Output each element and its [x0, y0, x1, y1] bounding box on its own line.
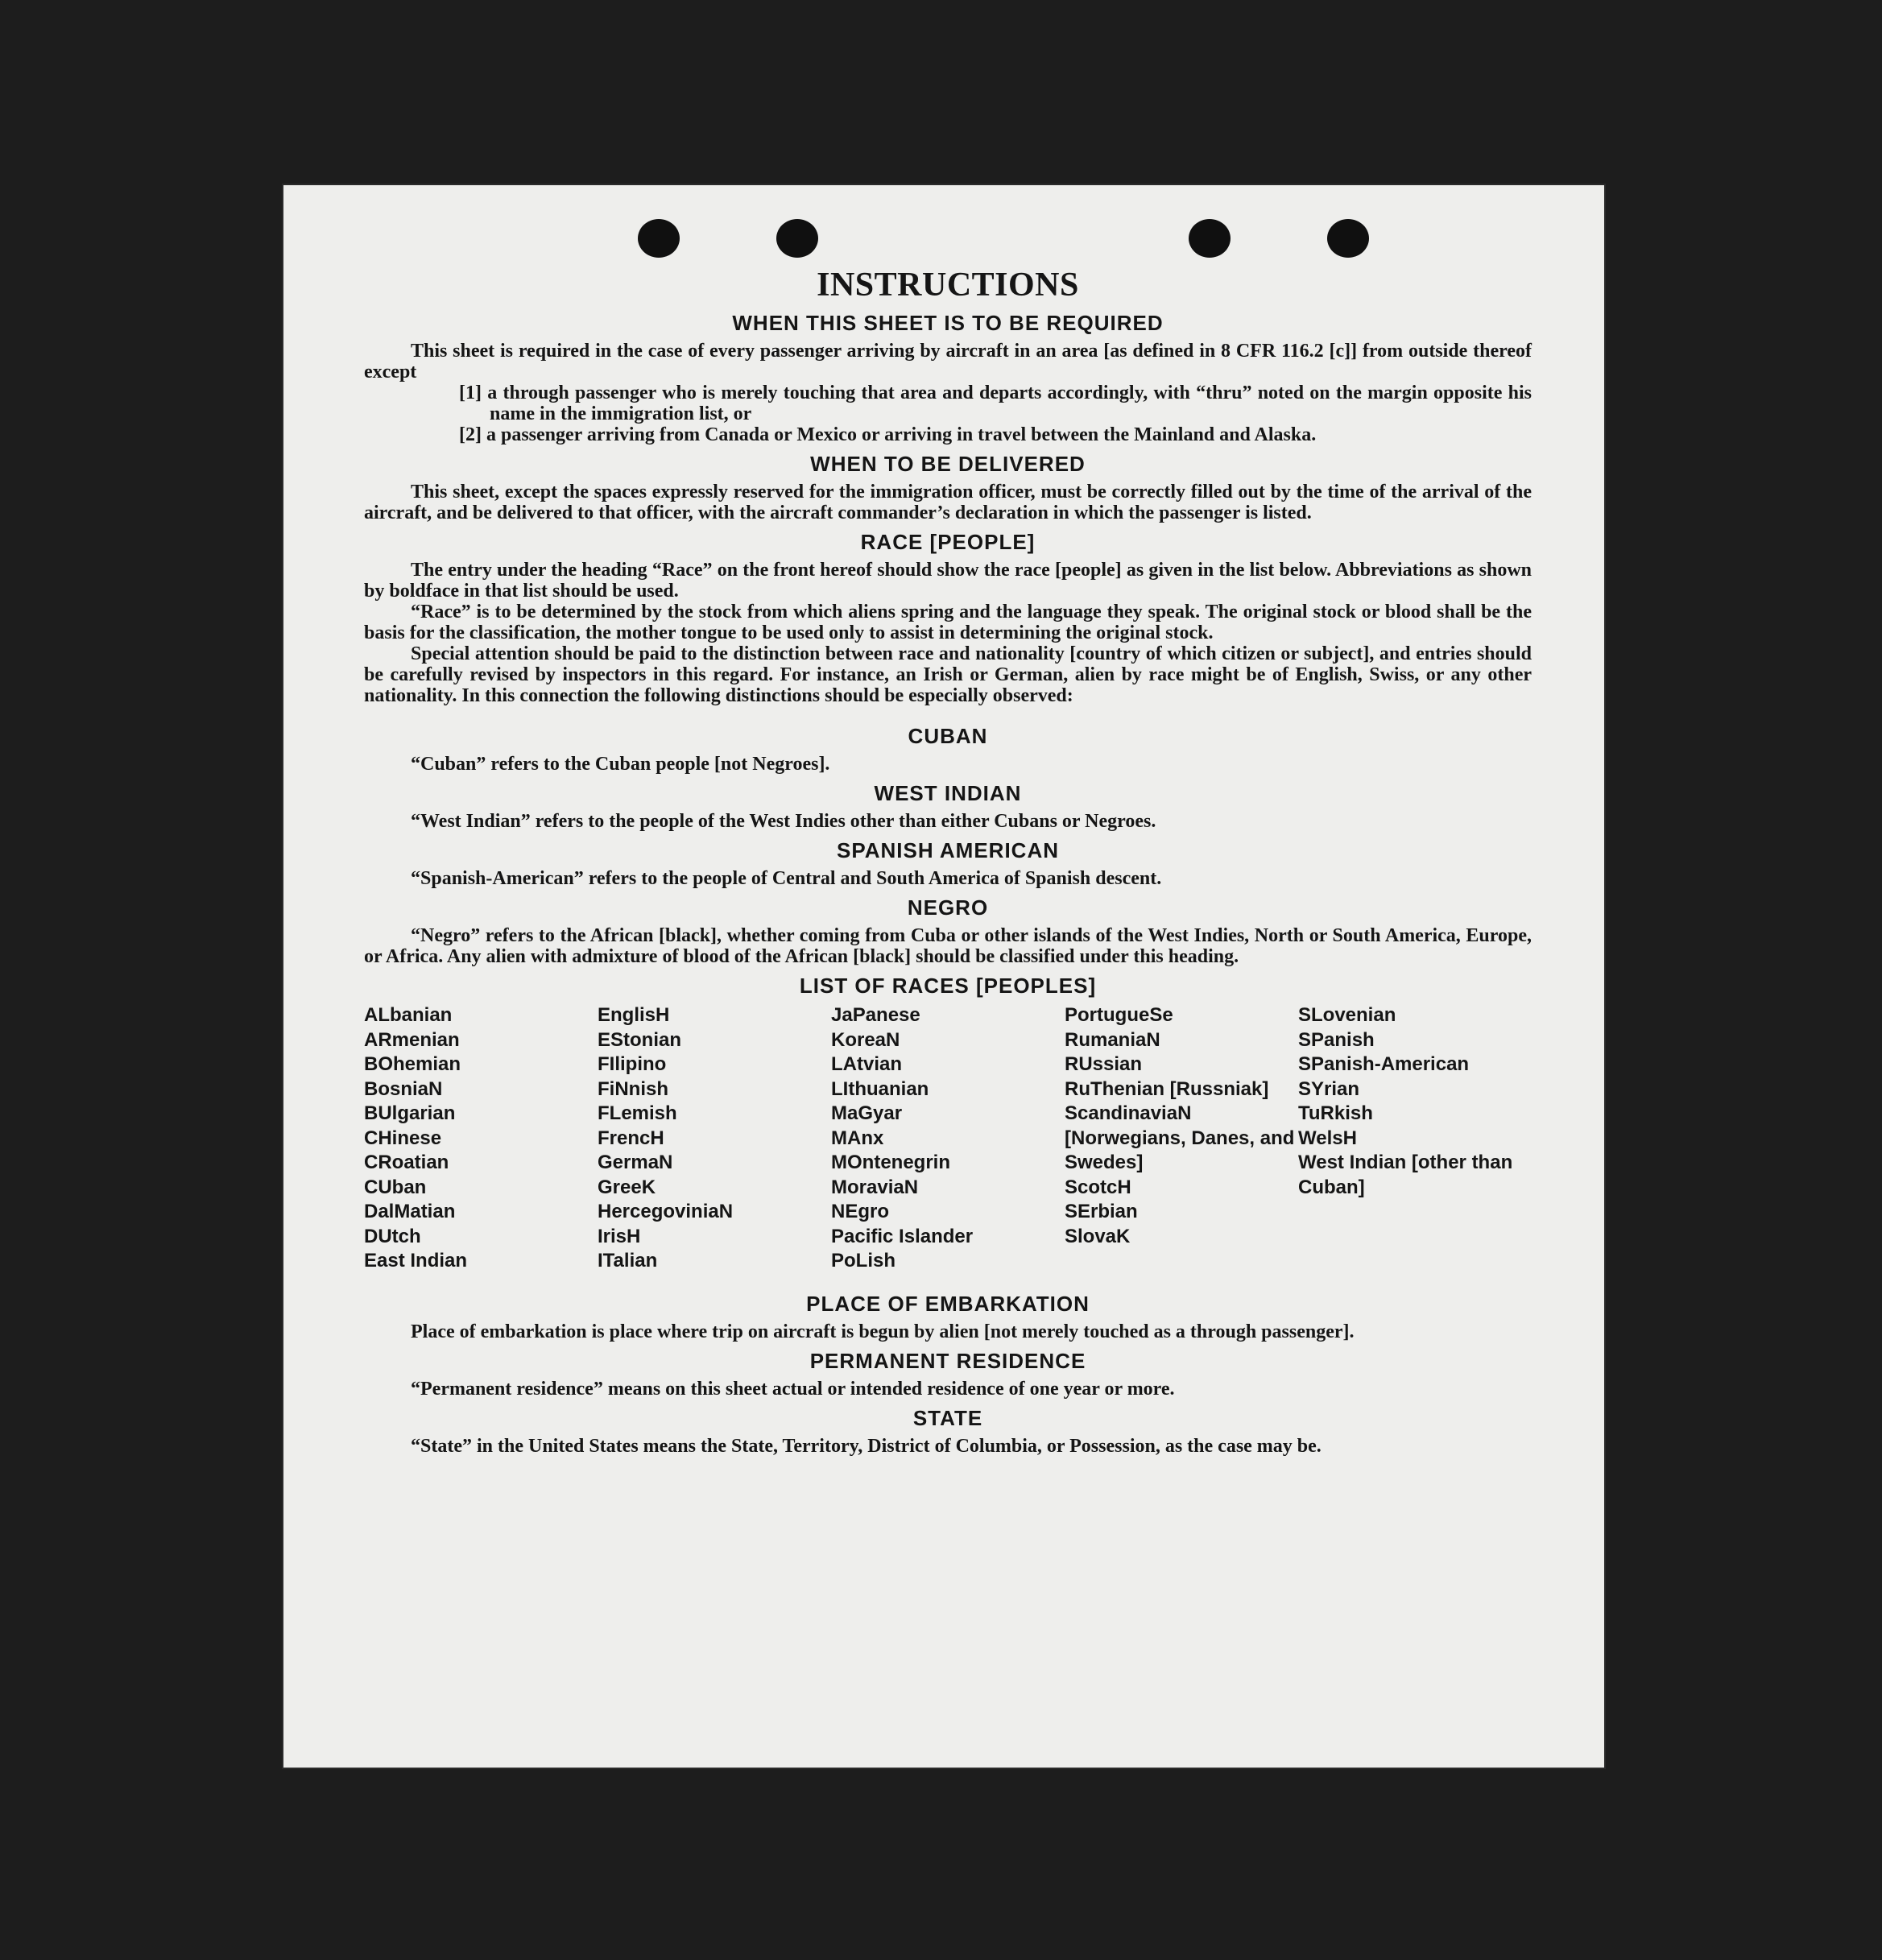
- punch-hole-1: [638, 219, 680, 258]
- race-entry: SErbian: [1065, 1201, 1138, 1222]
- heading-when-required: WHEN THIS SHEET IS TO BE REQUIRED: [732, 311, 1164, 335]
- west-indian-text: “West Indian” refers to the people of the West Indies other than either Cubans or Negroes.: [411, 811, 1156, 832]
- race-entry: MaGyar: [831, 1102, 903, 1124]
- race-entry: FrencH: [598, 1127, 664, 1149]
- heading-spanish-american: SPANISH AMERICAN: [836, 838, 1059, 862]
- race-entry: KoreaN: [831, 1028, 900, 1051]
- when-required-intro: This sheet is required in the case of every passenger arriving by aircraft in an area [as defined in 8 CFR 116.2 [c]] from outside thereof except: [364, 341, 1532, 382]
- negro-text: “Negro” refers to the African [black], whether coming from Cuba or other islands of the West Indies, North or South America, Europe, or Africa. Any alien with admixture of blood of the African [black] should be classified under this heading.: [364, 925, 1532, 967]
- race-entry: FLemish: [598, 1102, 677, 1124]
- punch-hole-4: [1327, 219, 1369, 258]
- race-paragraph: The entry under the heading “Race” on the front hereof should show the race [people] as given in the list below. Abbreviations as shown by boldface in that list should be used.: [364, 560, 1532, 602]
- race-entry: HercegoviniaN: [598, 1201, 734, 1222]
- race-entry: SYrian: [1298, 1077, 1360, 1100]
- race-entry: TuRkish: [1298, 1102, 1373, 1124]
- exception-item: [2] a passenger arriving from Canada or Mexico or arriving in travel between the Mainland and Alaska.: [459, 424, 1317, 445]
- race-entry: FiNnish: [598, 1077, 668, 1100]
- race-entry: RUssian: [1065, 1053, 1143, 1075]
- race-entry: GreeK: [598, 1176, 656, 1198]
- race-entry: SPanish: [1298, 1028, 1375, 1051]
- race-entry: JaPanese: [831, 1004, 920, 1026]
- race-entry: PortugueSe: [1065, 1004, 1173, 1026]
- race-column: [364, 1003, 598, 1274]
- spanish-american-text: “Spanish-American” refers to the people of Central and South America of Spanish descent.: [411, 868, 1162, 889]
- race-entry: ITalian: [598, 1250, 658, 1272]
- race-entry: RumaniaN: [1065, 1028, 1160, 1051]
- exception-list: [459, 382, 1532, 445]
- instruction-sheet: [283, 185, 1604, 1768]
- when-delivered-text: This sheet, except the spaces expressly reserved for the immigration officer, must be correctly filled out by the time of the arrival of the aircraft, and be delivered to that officer, with the aircraft commander’s declaration in which the passenger is listed.: [364, 482, 1532, 523]
- race-entry: SlovaK: [1065, 1225, 1131, 1247]
- race-entry: CHinese: [364, 1127, 442, 1149]
- race-entry: MOntenegrin: [831, 1152, 950, 1173]
- race-entry: MoraviaN: [831, 1176, 919, 1198]
- race-column: [1298, 1003, 1532, 1274]
- race-column: [598, 1003, 831, 1274]
- race-entry: GermaN: [598, 1152, 673, 1173]
- punch-hole-3: [1189, 219, 1231, 258]
- race-entry: LAtvian: [831, 1053, 903, 1075]
- race-entry: BOhemian: [364, 1053, 461, 1075]
- race-entry: East Indian: [364, 1250, 468, 1272]
- heading-state: STATE: [912, 1405, 983, 1430]
- race-entry: RuThenian [Russniak]: [1065, 1077, 1269, 1100]
- state-text: “State” in the United States means the State, Territory, District of Columbia, or Possession, as the case may be.: [411, 1435, 1322, 1457]
- race-entry: SPanish-American: [1298, 1053, 1470, 1075]
- embarkation-text: Place of embarkation is place where trip on aircraft is begun by alien [not merely touched as a through passenger].: [411, 1321, 1355, 1342]
- race-entry: FIlipino: [598, 1053, 667, 1075]
- race-entry: ScandinaviaN [Norwegians, Danes, and Swedes]: [1065, 1102, 1295, 1173]
- race-paragraph: Special attention should be paid to the distinction between race and nationality [country of which citizen or subject], and entries should be carefully revised by inspectors in this regard. For instance, an Irish or German, alien by race might be of English, Swiss, or any other nationality. In this connection the following distinctions should be especially observed:: [364, 643, 1532, 706]
- heading-list-of-races: LIST OF RACES [PEOPLES]: [799, 974, 1097, 998]
- residence-text: “Permanent residence” means on this sheet actual or intended residence of one year or more.: [411, 1378, 1175, 1400]
- heading-race: RACE [PEOPLE]: [860, 530, 1036, 554]
- race-entry: MAnx: [831, 1127, 884, 1149]
- race-entry: LIthuanian: [831, 1077, 929, 1100]
- race-entry: ScotcH: [1065, 1176, 1131, 1198]
- race-entry: DUtch: [364, 1225, 421, 1247]
- exception-item: [1] a through passenger who is merely touching that area and departs accordingly, with “thru” noted on the margin opposite his name in the immigration list, or: [459, 382, 1532, 424]
- heading-west-indian: WEST INDIAN: [874, 781, 1022, 805]
- punch-hole-2: [776, 219, 818, 258]
- heading-embarkation: PLACE OF EMBARKATION: [806, 1291, 1090, 1316]
- race-entry: EStonian: [598, 1028, 682, 1051]
- cuban-text: “Cuban” refers to the Cuban people [not Negroes].: [411, 754, 830, 775]
- race-entry: NEgro: [831, 1201, 889, 1222]
- race-entry: BosniaN: [364, 1077, 443, 1100]
- page-title: INSTRUCTIONS: [817, 267, 1079, 304]
- race-list: [364, 1003, 1532, 1274]
- race-column: [1065, 1003, 1298, 1274]
- race-entry: Pacific Islander: [831, 1225, 974, 1247]
- race-entry: WelsH: [1298, 1127, 1357, 1149]
- race-entry: DalMatian: [364, 1201, 456, 1222]
- heading-when-delivered: WHEN TO BE DELIVERED: [810, 452, 1086, 476]
- race-entry: ARmenian: [364, 1028, 460, 1051]
- race-entry: EnglisH: [598, 1004, 670, 1026]
- race-entry: West Indian [other than Cuban]: [1298, 1152, 1513, 1198]
- race-entry: CUban: [364, 1176, 427, 1198]
- race-entry: PoLish: [831, 1250, 896, 1272]
- sheet-content: [364, 266, 1532, 1457]
- heading-cuban: CUBAN: [908, 724, 988, 748]
- race-column: [831, 1003, 1065, 1274]
- race-entry: IrisH: [598, 1225, 641, 1247]
- race-entry: BUlgarian: [364, 1102, 456, 1124]
- race-entry: ALbanian: [364, 1004, 453, 1026]
- heading-permanent-residence: PERMANENT RESIDENCE: [809, 1348, 1086, 1373]
- race-entry: CRoatian: [364, 1152, 449, 1173]
- race-entry: SLovenian: [1298, 1004, 1396, 1026]
- race-paragraph: “Race” is to be determined by the stock from which aliens spring and the language they speak. The original stock or blood shall be the basis for the classification, the mother tongue to be used only to assist in determining the original stock.: [364, 602, 1532, 643]
- heading-negro: NEGRO: [907, 895, 989, 920]
